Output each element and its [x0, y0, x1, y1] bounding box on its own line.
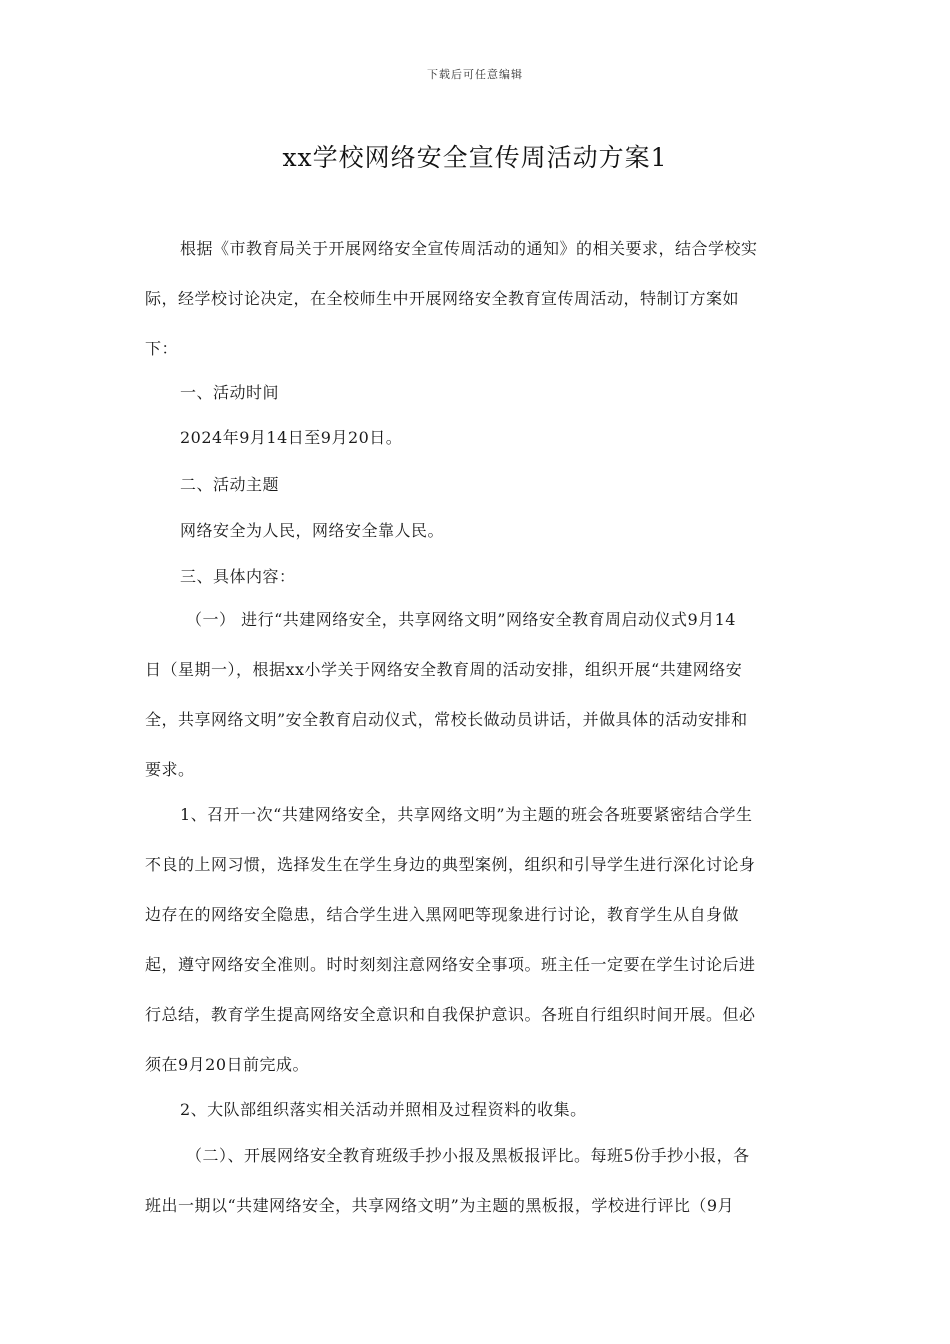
paragraph-line: 际，经学校讨论决定，在全校师生中开展网络安全教育宣传周活动，特制订方案如	[145, 289, 740, 308]
paragraph-line: 边存在的网络安全隐患，结合学生进入黑网吧等现象进行讨论，教育学生从自身做	[145, 905, 740, 924]
section-heading: 二、活动主题	[180, 475, 280, 494]
section-heading: 一、活动时间	[180, 383, 280, 402]
paragraph-line: （一） 进行“共建网络安全，共享网络文明”网络安全教育周启动仪式9月14	[186, 610, 736, 629]
paragraph-line: 1、召开一次“共建网络安全，共享网络文明”为主题的班会各班要紧密结合学生	[180, 805, 753, 824]
paragraph-line: 下：	[145, 339, 179, 358]
paragraph-line: 根据《市教育局关于开展网络安全宣传周活动的通知》的相关要求，结合学校实	[180, 239, 758, 258]
paragraph-line: （二）、开展网络安全教育班级手抄小报及黑板报评比。每班5份手抄小报，各	[186, 1146, 750, 1165]
paragraph-line: 须在9月20日前完成。	[145, 1055, 310, 1074]
paragraph-line: 行总结，教育学生提高网络安全意识和自我保护意识。各班自行组织时间开展。但必	[145, 1005, 756, 1024]
section-heading: 三、具体内容：	[180, 567, 296, 586]
paragraph-line: 起，遵守网络安全准则。时时刻刻注意网络安全事项。班主任一定要在学生讨论后进	[145, 955, 756, 974]
paragraph-line: 2、大队部组织落实相关活动并照相及过程资料的收集。	[180, 1100, 587, 1119]
document-title: xx学校网络安全宣传周活动方案1	[282, 143, 668, 172]
paragraph-line: 全，共享网络文明”安全教育启动仪式，常校长做动员讲话，并做具体的活动安排和	[145, 710, 748, 729]
paragraph-line: 2024年9月14日至9月20日。	[180, 428, 403, 447]
page-header: 下载后可任意编辑	[427, 68, 523, 81]
paragraph-line: 日（星期一），根据xx小学关于网络安全教育周的活动安排，组织开展“共建网络安	[145, 660, 743, 679]
paragraph-line: 网络安全为人民，网络安全靠人民。	[180, 521, 445, 540]
paragraph-line: 班出一期以“共建网络安全，共享网络文明”为主题的黑板报，学校进行评比（9月	[145, 1196, 735, 1215]
paragraph-line: 要求。	[145, 760, 195, 779]
paragraph-line: 不良的上网习惯，选择发生在学生身边的典型案例，组织和引导学生进行深化讨论身	[145, 855, 756, 874]
